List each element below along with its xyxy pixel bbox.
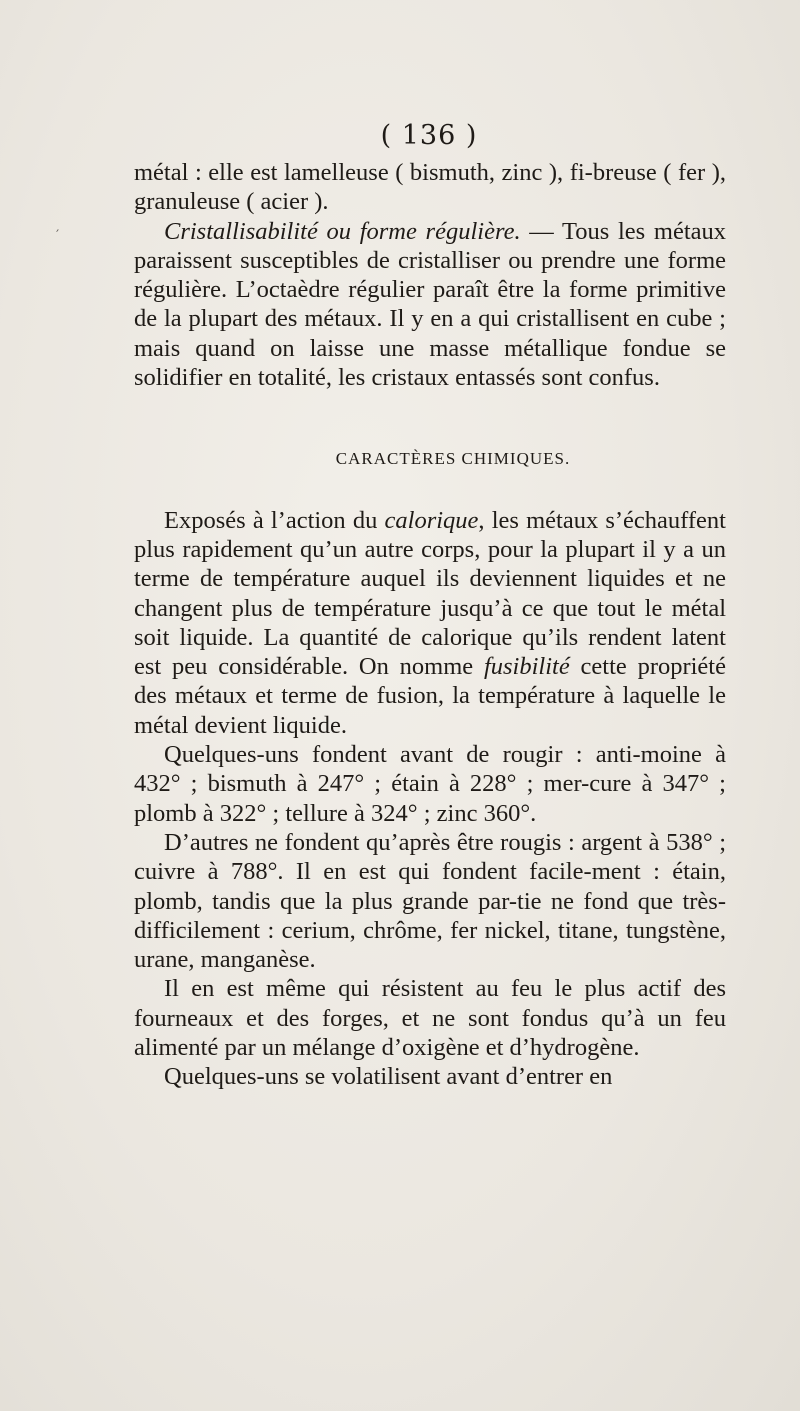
- paragraph-structure: métal : elle est lamelleuse ( bismuth, zinc ), fi-breuse ( fer ), granuleuse ( acier ).: [134, 159, 726, 216]
- body-text: [134, 158, 726, 1092]
- paragraph-crystallization-text: — Tous les métaux paraissent susceptibles de cristalliser ou prendre une forme régulière. L’octaèdre régulier paraît être la forme primitive de la plupart des métaux. Il y en a qui cristallisent en cube ; mais quand on laisse une masse métallique fondue se solidifier en totalité, les cristaux entassés sont confus.: [134, 217, 726, 392]
- paragraph-volatile: Quelques-uns se volatilisent avant d’entrer en: [164, 1063, 613, 1091]
- paragraph-heat: [134, 506, 726, 740]
- page-number: ( 136 ): [380, 120, 478, 151]
- term-calorique: calorique: [384, 506, 479, 534]
- paragraph-heat-text-2: , les métaux s’échauffent plus rapidement qu’un autre corps, pour la plupart il y a un terme de température auquel ils deviennent liquides et ne changent plus de température jusqu’à ce que tout le métal soit liquide. La quantité de calorique qu’ils rendent latent est peu considérable. On nomme: [134, 506, 726, 681]
- paragraph-melting-before-red: Quelques-uns fondent avant de rougir : anti-moine à 432° ; bismuth à 247° ; étain à 228° ; mer-cure à 347° ; plomb à 322° ; tellure à 324° ; zinc 360°.: [134, 741, 726, 827]
- term-fusibilite: fusibilité: [483, 653, 570, 681]
- paragraph-heat-text-3: cette propriété des métaux et terme de fusion, la température à laquelle le métal devient liquide.: [134, 653, 726, 739]
- section-heading: CARACTÈRES CHIMIQUES.: [335, 449, 571, 469]
- paragraph-crystallization: [134, 217, 726, 393]
- paragraph-heat-text-1: Exposés à l’action du: [164, 506, 385, 534]
- term-cristallisabilite: Cristallisabilité ou forme régulière.: [164, 217, 521, 245]
- paragraph-refractory: Il en est même qui résistent au feu le plus actif des fourneaux et des forges, et ne sont fondus qu’à un feu alimenté par un mélange d’oxigène et d’hydrogène.: [134, 975, 726, 1062]
- margin-mark: ′: [56, 228, 60, 244]
- paragraph-melting-after-red: D’autres ne fondent qu’après être rougis : argent à 538° ; cuivre à 788°. Il en est qui fondent facile-ment : étain, plomb, tandis que la plus grande par-tie ne fond que très-difficilement : cerium, chrôme, fer nickel, titane, tungstène, urane, manganèse.: [134, 828, 726, 974]
